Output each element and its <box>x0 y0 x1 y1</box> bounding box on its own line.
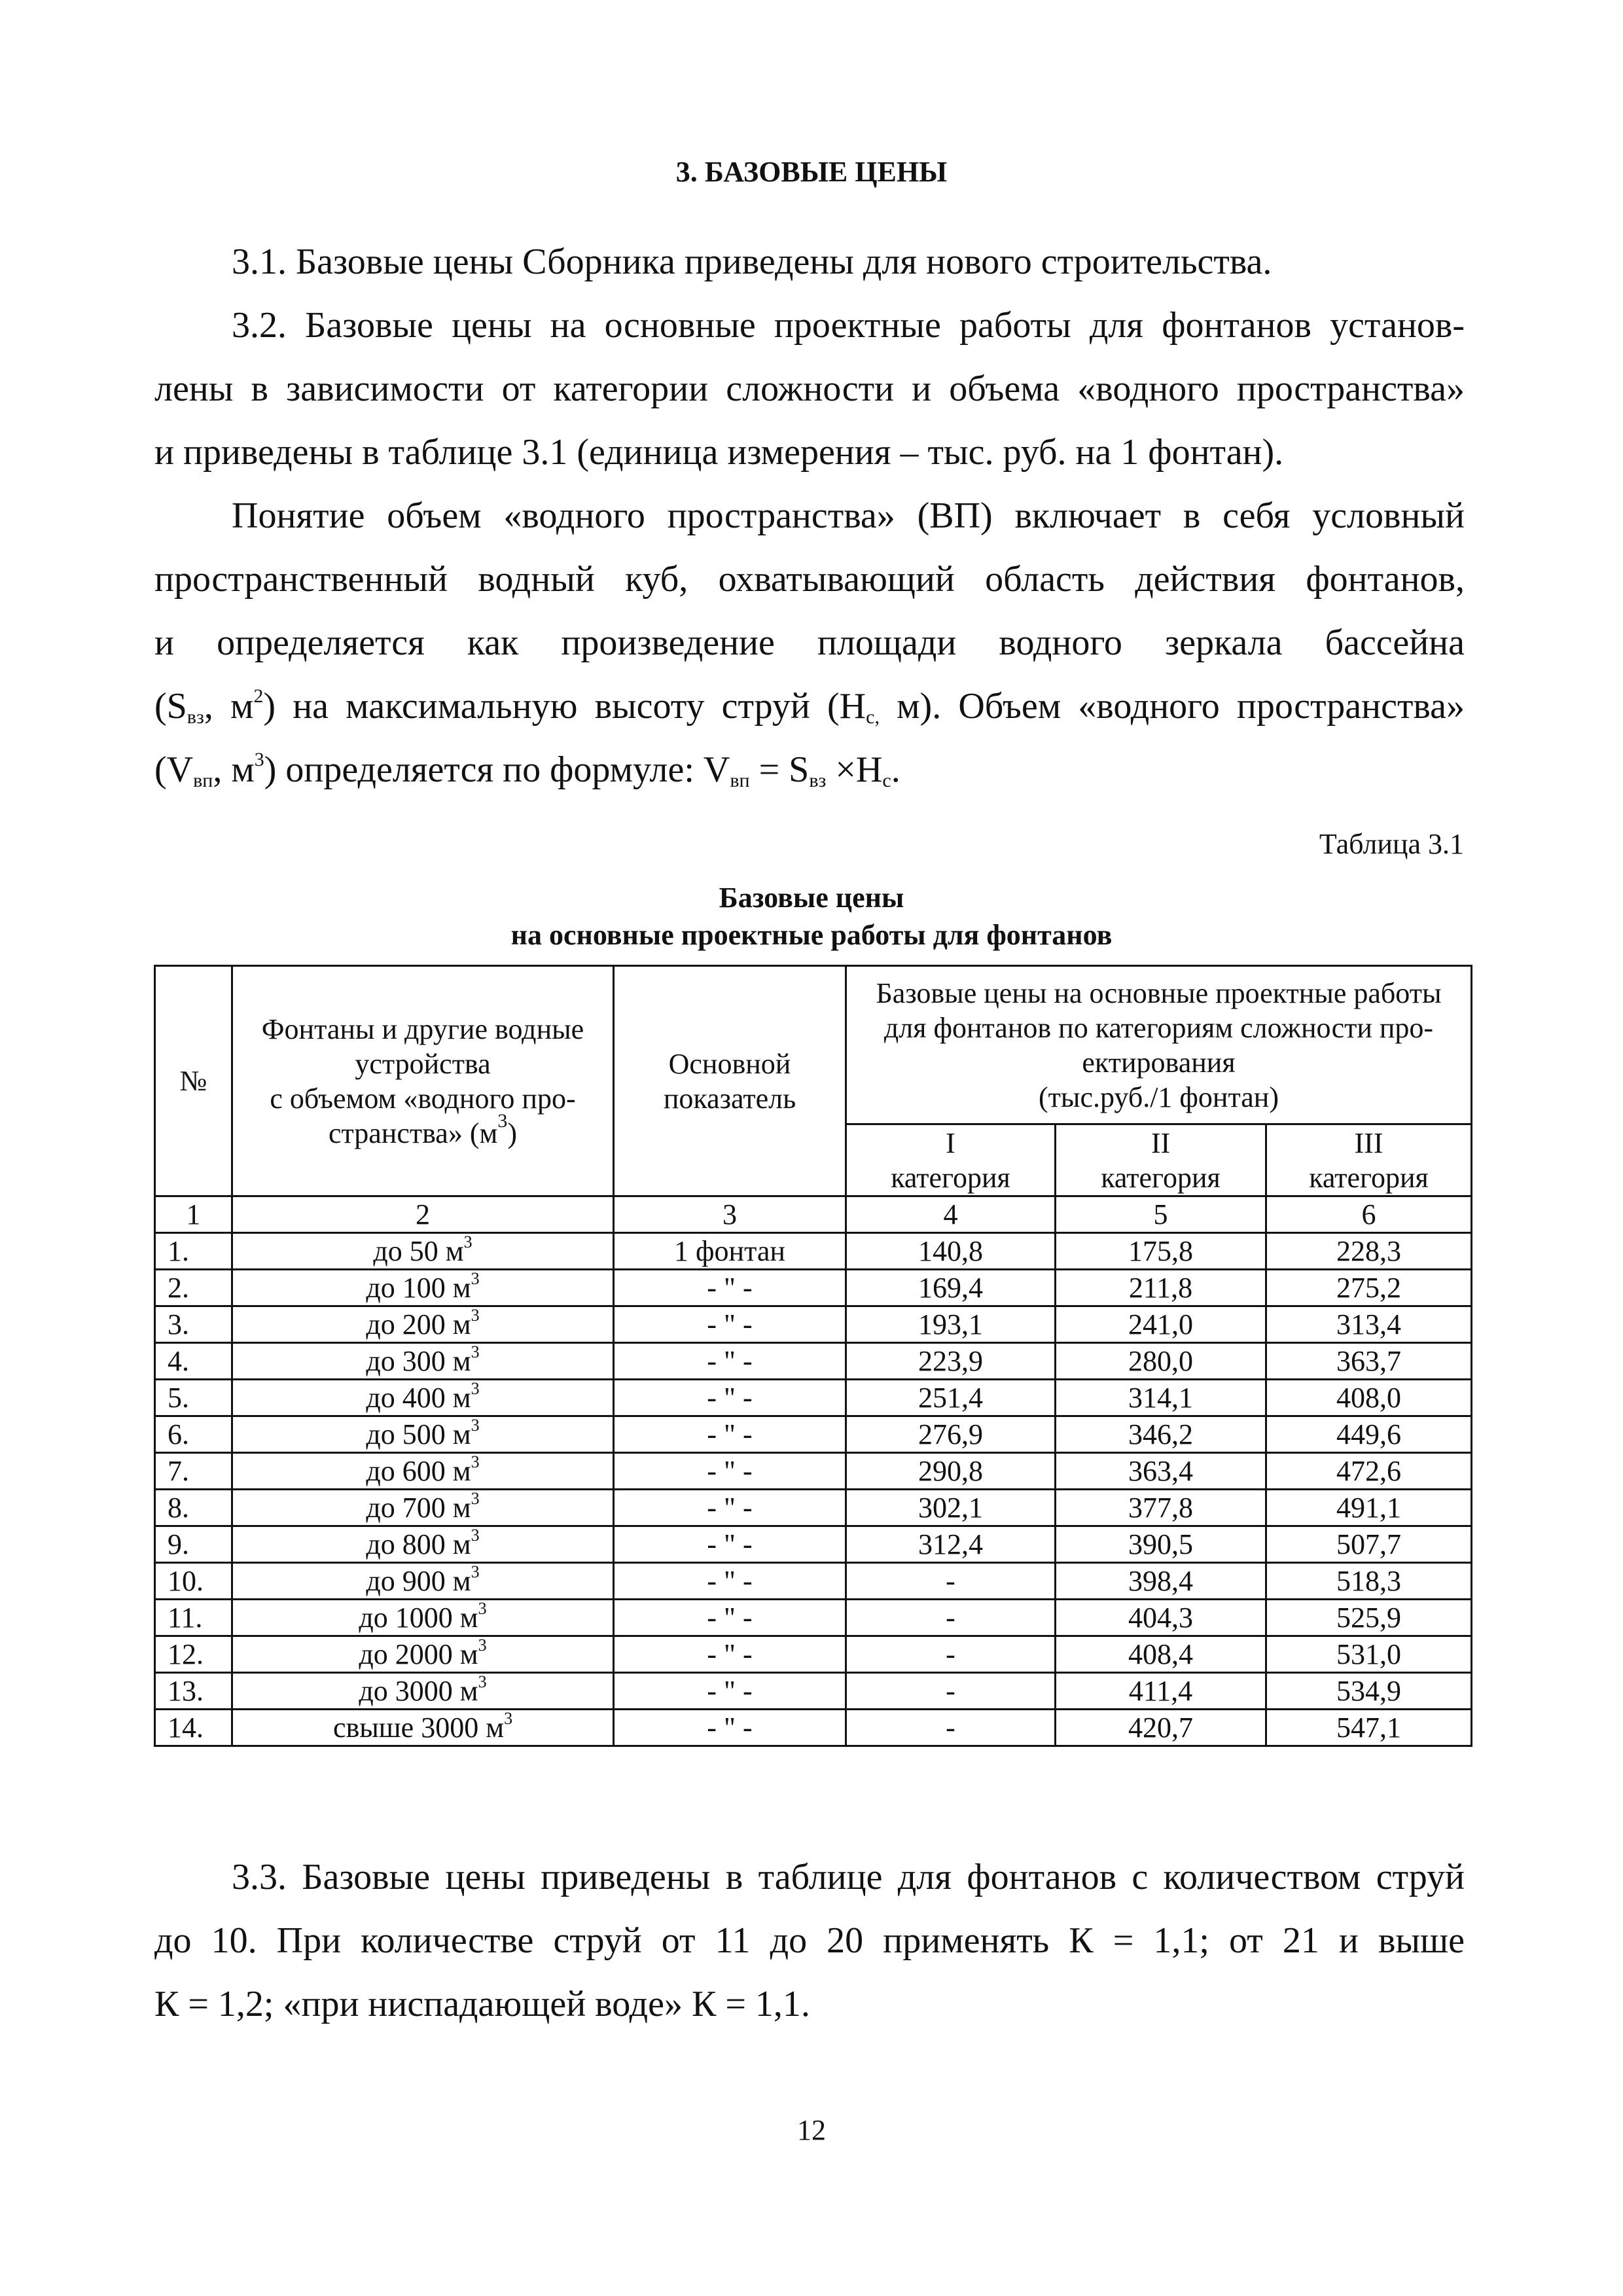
header-category-2: II категория <box>1056 1124 1266 1196</box>
paragraph-line-formula-2: ($V_{вп}$, $м^3$) определяется по формуле: $V_{вп} = S_{вз} \times H_с$. <box>154 749 901 791</box>
paragraph-line: и приведены в таблице 3.1 (единица измерения – тыс. руб. на 1 фонтан). <box>154 432 1284 473</box>
cell-price-category-3: 363,7 <box>1266 1343 1472 1380</box>
header-indicator: Основной показатель <box>614 966 846 1196</box>
column-number: 1 <box>155 1196 232 1233</box>
paragraph-line: 3.3. Базовые цены приведены в таблице для фонтанов с количеством струй <box>232 1857 1465 1897</box>
cell-fountain-volume: до 200 $м^3$ <box>232 1306 614 1343</box>
paragraph-line: пространственный водный куб, охватывающий область действия фонтанов, <box>154 559 1465 600</box>
cell-fountain-volume: до 900 $м^3$ <box>232 1563 614 1600</box>
cell-indicator: - " - <box>614 1673 846 1710</box>
cell-price-category-3: 449,6 <box>1266 1416 1472 1453</box>
cell-indicator: 1 фонтан <box>614 1233 846 1270</box>
cell-price-category-1: 312,4 <box>846 1526 1056 1563</box>
cell-row-number: 9. <box>155 1526 232 1563</box>
table-row <box>155 1526 1472 1563</box>
cell-fountain-volume: до 3000 $м^3$ <box>232 1673 614 1710</box>
cell-price-category-3: 507,7 <box>1266 1526 1472 1563</box>
cell-indicator: - " - <box>614 1306 846 1343</box>
paragraph-3-1 <box>154 230 1465 294</box>
cell-row-number: 2. <box>155 1270 232 1306</box>
cell-price-category-2: 420,7 <box>1056 1710 1266 1746</box>
paragraph-water-space <box>154 484 1465 802</box>
cell-fountain-volume: до 2000 $м^3$ <box>232 1636 614 1673</box>
table-row <box>155 1453 1472 1490</box>
cell-row-number: 10. <box>155 1563 232 1600</box>
cell-indicator: - " - <box>614 1416 846 1453</box>
table-row <box>155 1673 1472 1710</box>
column-number: 4 <box>846 1196 1056 1233</box>
cell-price-category-3: 518,3 <box>1266 1563 1472 1600</box>
cell-price-category-1: 140,8 <box>846 1233 1056 1270</box>
cell-indicator: - " - <box>614 1380 846 1416</box>
cell-indicator: - " - <box>614 1526 846 1563</box>
cell-price-category-2: 241,0 <box>1056 1306 1266 1343</box>
price-table <box>154 965 1472 1747</box>
cell-price-category-2: 390,5 <box>1056 1526 1266 1563</box>
cell-price-category-3: 491,1 <box>1266 1490 1472 1526</box>
cell-price-category-1: - <box>846 1600 1056 1636</box>
cell-fountain-volume: до 50 $м^3$ <box>232 1233 614 1270</box>
cell-price-category-2: 211,8 <box>1056 1270 1266 1306</box>
paragraph-line: Понятие объем «водного пространства» (ВП) включает в себя условный <box>232 495 1465 536</box>
cell-price-category-3: 531,0 <box>1266 1636 1472 1673</box>
cell-price-category-1: 302,1 <box>846 1490 1056 1526</box>
cell-price-category-2: 280,0 <box>1056 1343 1266 1380</box>
cell-price-category-3: 313,4 <box>1266 1306 1472 1343</box>
cell-price-category-1: - <box>846 1563 1056 1600</box>
cell-price-category-3: 408,0 <box>1266 1380 1472 1416</box>
table-row <box>155 1563 1472 1600</box>
table-row <box>155 1416 1472 1453</box>
cell-price-category-2: 314,1 <box>1056 1380 1266 1416</box>
cell-row-number: 6. <box>155 1416 232 1453</box>
cell-price-category-3: 275,2 <box>1266 1270 1472 1306</box>
cell-row-number: 7. <box>155 1453 232 1490</box>
header-fountain-type: Фонтаны и другие водные устройства с объемом «водного про- странства» $(м^3)$ <box>232 966 614 1196</box>
cell-price-category-3: 472,6 <box>1266 1453 1472 1490</box>
cell-price-category-1: 276,9 <box>846 1416 1056 1453</box>
table-row <box>155 1710 1472 1746</box>
cell-price-category-2: 408,4 <box>1056 1636 1266 1673</box>
cell-row-number: 12. <box>155 1636 232 1673</box>
column-number: 5 <box>1056 1196 1266 1233</box>
cell-price-category-3: 534,9 <box>1266 1673 1472 1710</box>
paragraph-line: и определяется как произведение площади водного зеркала бассейна <box>154 622 1465 663</box>
cell-price-category-1: 193,1 <box>846 1306 1056 1343</box>
cell-row-number: 1. <box>155 1233 232 1270</box>
paragraph-3-2 <box>154 294 1465 484</box>
section-title: 3. БАЗОВЫЕ ЦЕНЫ <box>675 156 948 188</box>
cell-fountain-volume: до 700 $м^3$ <box>232 1490 614 1526</box>
paragraph-line-formula-1: ($S_{вз}$, $м^2$) на максимальную высоту струй ($H_{с,}$ м). Объем «водного пространства» <box>154 685 1465 728</box>
table-row <box>155 1636 1472 1673</box>
cell-price-category-1: - <box>846 1673 1056 1710</box>
header-base-prices: Базовые цены на основные проектные работы для фонтанов по категориям сложности про- ектирования (тыс.руб./1 фонтан) <box>846 966 1472 1124</box>
table-caption <box>0 879 1623 954</box>
cell-price-category-1: 290,8 <box>846 1453 1056 1490</box>
table-label: Таблица 3.1 <box>1319 828 1464 860</box>
cell-indicator: - " - <box>614 1710 846 1746</box>
header-category-3: III категория <box>1266 1124 1472 1196</box>
cell-price-category-2: 175,8 <box>1056 1233 1266 1270</box>
cell-fountain-volume: до 400 $м^3$ <box>232 1380 614 1416</box>
table-row <box>155 1490 1472 1526</box>
paragraph-line: 3.1. Базовые цены Сборника приведены для нового строительства. <box>232 242 1272 282</box>
paragraph-line: лены в зависимости от категории сложности и объема «водного пространства» <box>154 368 1465 409</box>
table-row <box>155 1306 1472 1343</box>
cell-price-category-2: 411,4 <box>1056 1673 1266 1710</box>
paragraph-line: до 10. При количестве струй от 11 до 20 применять К = 1,1; от 21 и выше <box>154 1920 1465 1961</box>
page-number: 12 <box>797 2114 826 2146</box>
table-row <box>155 1343 1472 1380</box>
table-row <box>155 1270 1472 1306</box>
cell-indicator: - " - <box>614 1343 846 1380</box>
table-row <box>155 1600 1472 1636</box>
paragraph-3-3 <box>154 1846 1465 2036</box>
cell-price-category-1: - <box>846 1710 1056 1746</box>
header-number: № <box>155 966 232 1196</box>
cell-price-category-1: 251,4 <box>846 1380 1056 1416</box>
cell-indicator: - " - <box>614 1636 846 1673</box>
column-number: 6 <box>1266 1196 1472 1233</box>
cell-indicator: - " - <box>614 1490 846 1526</box>
cell-row-number: 3. <box>155 1306 232 1343</box>
cell-price-category-3: 228,3 <box>1266 1233 1472 1270</box>
column-number: 2 <box>232 1196 614 1233</box>
cell-indicator: - " - <box>614 1453 846 1490</box>
cell-fountain-volume: до 800 $м^3$ <box>232 1526 614 1563</box>
header-category-1: I категория <box>846 1124 1056 1196</box>
cell-row-number: 11. <box>155 1600 232 1636</box>
table-row <box>155 1233 1472 1270</box>
paragraph-line: К = 1,2; «при ниспадающей воде» К = 1,1. <box>154 1984 810 2024</box>
cell-row-number: 14. <box>155 1710 232 1746</box>
cell-price-category-1: 223,9 <box>846 1343 1056 1380</box>
column-number: 3 <box>614 1196 846 1233</box>
paragraph-line: 3.2. Базовые цены на основные проектные работы для фонтанов установ- <box>232 305 1465 346</box>
cell-fountain-volume: до 500 $м^3$ <box>232 1416 614 1453</box>
cell-fountain-volume: до 300 $м^3$ <box>232 1343 614 1380</box>
cell-row-number: 5. <box>155 1380 232 1416</box>
cell-indicator: - " - <box>614 1563 846 1600</box>
table-caption-line: на основные проектные работы для фонтанов <box>510 919 1113 951</box>
cell-price-category-1: 169,4 <box>846 1270 1056 1306</box>
cell-indicator: - " - <box>614 1270 846 1306</box>
cell-fountain-volume: до 600 $м^3$ <box>232 1453 614 1490</box>
cell-price-category-1: - <box>846 1636 1056 1673</box>
table-body <box>155 1233 1472 1746</box>
cell-price-category-2: 363,4 <box>1056 1453 1266 1490</box>
column-numbers-row <box>155 1196 1472 1233</box>
cell-fountain-volume: свыше 3000 $м^3$ <box>232 1710 614 1746</box>
cell-fountain-volume: до 100 $м^3$ <box>232 1270 614 1306</box>
cell-price-category-2: 377,8 <box>1056 1490 1266 1526</box>
cell-row-number: 8. <box>155 1490 232 1526</box>
cell-price-category-3: 547,1 <box>1266 1710 1472 1746</box>
cell-price-category-2: 404,3 <box>1056 1600 1266 1636</box>
cell-price-category-3: 525,9 <box>1266 1600 1472 1636</box>
table-row <box>155 1380 1472 1416</box>
cell-indicator: - " - <box>614 1600 846 1636</box>
cell-row-number: 13. <box>155 1673 232 1710</box>
table-caption-line: Базовые цены <box>719 882 904 914</box>
cell-price-category-2: 398,4 <box>1056 1563 1266 1600</box>
cell-fountain-volume: до 1000 $м^3$ <box>232 1600 614 1636</box>
cell-price-category-2: 346,2 <box>1056 1416 1266 1453</box>
cell-row-number: 4. <box>155 1343 232 1380</box>
